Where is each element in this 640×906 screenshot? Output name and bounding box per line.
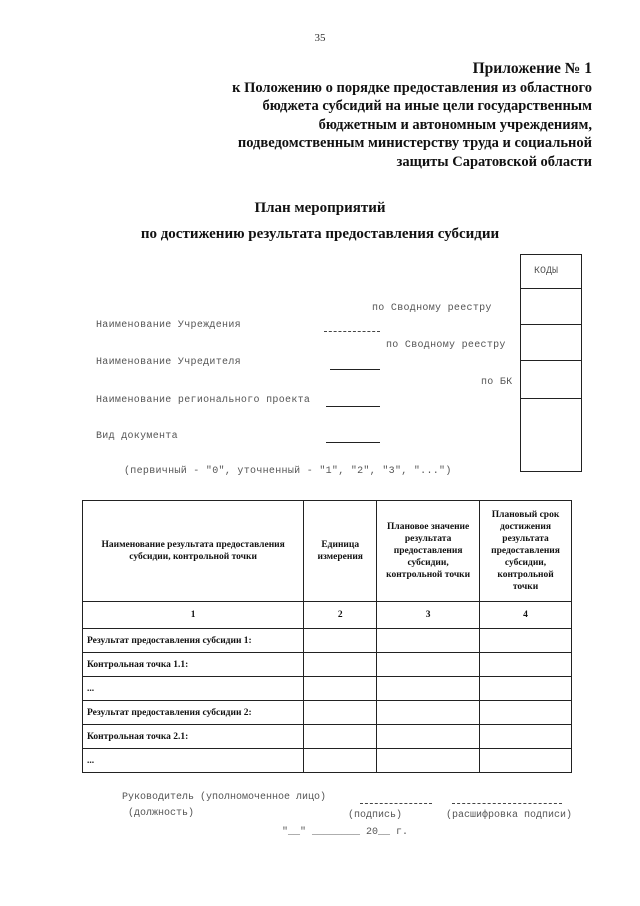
table-cell[interactable]	[377, 749, 480, 773]
table-cell[interactable]	[480, 725, 572, 749]
header-unit: Единица измерения	[304, 501, 377, 602]
table-cell[interactable]	[377, 701, 480, 725]
table-cell[interactable]	[304, 653, 377, 677]
table-cell[interactable]	[480, 653, 572, 677]
codes-label: КОДЫ	[534, 266, 559, 277]
table-row	[83, 653, 572, 677]
table-header-row	[83, 501, 572, 602]
institution-field[interactable]	[324, 331, 380, 332]
institution-label: Наименование Учреждения	[96, 320, 241, 331]
doc-type-field[interactable]	[326, 442, 380, 443]
header-planned-date: Плановый срок достижения результата предоставления субсидии, контрольной точки	[480, 501, 572, 602]
project-label: Наименование регионального проекта	[96, 395, 311, 406]
appendix-title: Приложение № 1	[472, 60, 592, 77]
appendix-line: защиты Саратовской области	[396, 153, 592, 170]
founder-label: Наименование Учредителя	[96, 357, 241, 368]
page-number: 35	[314, 32, 326, 44]
table-cell[interactable]	[377, 653, 480, 677]
table-row	[83, 677, 572, 701]
appendix-line: подведомственным министерству труда и социальной	[237, 135, 592, 151]
column-number-row	[83, 602, 572, 629]
signature-line[interactable]	[360, 803, 432, 804]
doc-type-label: Вид документа	[96, 431, 178, 442]
table-cell[interactable]	[304, 677, 377, 701]
column-number: 2	[304, 602, 377, 629]
table-cell[interactable]	[304, 701, 377, 725]
appendix-header	[152, 60, 592, 171]
appendix-line: к Положению о порядке предоставления из областного	[232, 79, 592, 96]
registry-label-1: по Сводному реестру	[372, 303, 492, 314]
table-cell[interactable]	[304, 749, 377, 773]
row-label: ...	[83, 677, 304, 701]
table-cell[interactable]	[304, 725, 377, 749]
table-cell[interactable]	[480, 629, 572, 653]
row-label: Результат предоставления субсидии 1:	[83, 629, 304, 653]
date-line[interactable]: "__" ________ 20__ г.	[282, 827, 409, 838]
head-label: Руководитель (уполномоченное лицо)	[122, 792, 327, 803]
plan-table	[82, 500, 572, 773]
row-label: Контрольная точка 2.1:	[83, 725, 304, 749]
table-cell[interactable]	[480, 749, 572, 773]
row-label: Контрольная точка 1.1:	[83, 653, 304, 677]
plan-title: План мероприятий	[254, 200, 386, 216]
row-label: Результат предоставления субсидии 2:	[83, 701, 304, 725]
table-row	[83, 725, 572, 749]
decode-line[interactable]	[452, 803, 562, 804]
header-planned-value: Плановое значение результата предоставления субсидии, контрольной точки	[377, 501, 480, 602]
codes-box	[520, 254, 582, 472]
sign-label: (подпись)	[348, 810, 403, 821]
table-cell[interactable]	[377, 725, 480, 749]
decode-label: (расшифровка подписи)	[446, 810, 573, 821]
plan-subtitle: по достижению результата предоставления субсидии	[140, 226, 500, 242]
table-cell[interactable]	[480, 677, 572, 701]
table-cell[interactable]	[304, 629, 377, 653]
registry-label-2: по Сводному реестру	[386, 340, 506, 351]
table-cell[interactable]	[480, 701, 572, 725]
header-result-name: Наименование результата предоставления субсидии, контрольной точки	[83, 501, 304, 602]
table-row	[83, 629, 572, 653]
appendix-line: бюджетным и автономным учреждениям,	[318, 116, 592, 133]
position-label: (должность)	[128, 808, 195, 819]
appendix-line: бюджета субсидий на иные цели государственным	[262, 98, 592, 114]
table-cell[interactable]	[377, 677, 480, 701]
founder-field[interactable]	[330, 369, 380, 370]
table-row	[83, 701, 572, 725]
column-number: 1	[83, 602, 304, 629]
column-number: 3	[377, 602, 480, 629]
row-label: ...	[83, 749, 304, 773]
column-number: 4	[480, 602, 572, 629]
table-row	[83, 749, 572, 773]
project-field[interactable]	[326, 406, 380, 407]
table-cell[interactable]	[377, 629, 480, 653]
bk-label: по БК	[481, 377, 513, 388]
doc-type-hint: (первичный - "0", уточненный - "1", "2", "3", "...")	[124, 466, 452, 477]
